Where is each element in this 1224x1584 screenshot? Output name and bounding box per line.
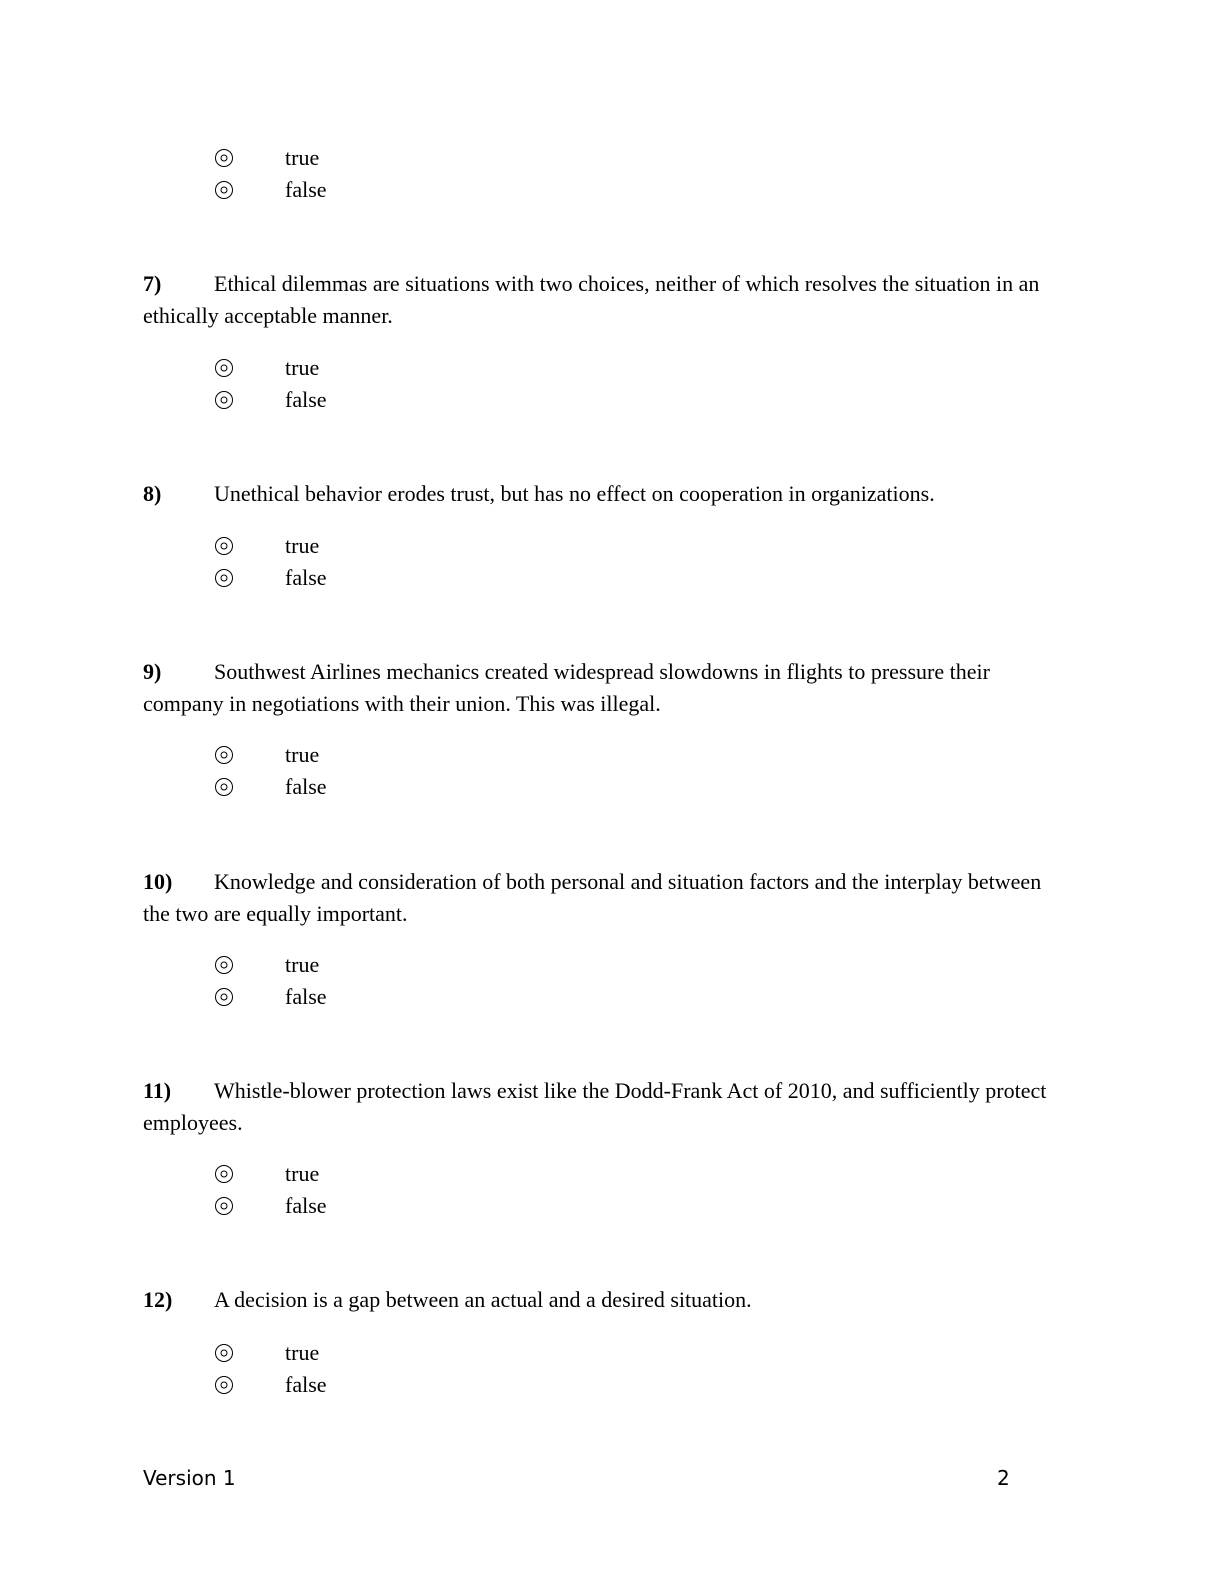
option-label: true (285, 533, 320, 558)
question-text: Unethical behavior erodes trust, but has no effect on cooperation in organizations. (214, 481, 935, 506)
question-text: Ethical dilemmas are situations with two choices, neither of which resolves the situation in an ethically acceptable manner. (143, 271, 1040, 328)
radio-icon[interactable] (215, 1165, 233, 1183)
options-group-7 (215, 352, 327, 416)
option-label: false (285, 565, 327, 590)
option-label: false (285, 387, 327, 412)
radio-icon[interactable] (215, 391, 233, 409)
option-label: false (285, 1372, 327, 1397)
question-number: 11) (143, 1078, 172, 1103)
radio-icon[interactable] (215, 149, 233, 167)
radio-icon[interactable] (215, 569, 233, 587)
option-true[interactable] (215, 1337, 327, 1369)
question-number: 7) (143, 271, 162, 296)
radio-icon[interactable] (215, 1197, 233, 1215)
radio-icon[interactable] (215, 359, 233, 377)
option-false[interactable] (215, 562, 327, 594)
option-label: true (285, 1340, 320, 1365)
option-label: false (285, 177, 327, 202)
option-false[interactable] (215, 1369, 327, 1401)
question-text: Whistle-blower protection laws exist like the Dodd-Frank Act of 2010, and sufficiently protect employees. (143, 1078, 1047, 1135)
radio-icon[interactable] (215, 1344, 233, 1362)
radio-icon[interactable] (215, 988, 233, 1006)
options-group-10 (215, 949, 327, 1013)
option-label: false (285, 984, 327, 1009)
question-text: Knowledge and consideration of both personal and situation factors and the interplay between the two are equally important. (143, 869, 1042, 926)
radio-icon[interactable] (215, 1376, 233, 1394)
radio-icon[interactable] (215, 956, 233, 974)
options-group-previous (215, 142, 327, 206)
radio-icon[interactable] (215, 537, 233, 555)
option-label: false (285, 774, 327, 799)
option-false[interactable] (215, 174, 327, 206)
options-group-11 (215, 1158, 327, 1222)
option-label: true (285, 952, 320, 977)
options-group-8 (215, 530, 327, 594)
question-11 (143, 1075, 1063, 1139)
option-label: false (285, 1193, 327, 1218)
question-number: 9) (143, 659, 162, 684)
radio-icon[interactable] (215, 746, 233, 764)
option-true[interactable] (215, 1158, 327, 1190)
option-label: true (285, 742, 320, 767)
footer-version: Version 1 (143, 1466, 236, 1490)
question-number: 8) (143, 481, 162, 506)
option-false[interactable] (215, 771, 327, 803)
question-10 (143, 866, 1063, 930)
option-false[interactable] (215, 384, 327, 416)
option-true[interactable] (215, 352, 327, 384)
question-8 (143, 478, 1063, 510)
option-label: true (285, 145, 320, 170)
option-label: true (285, 1161, 320, 1186)
option-true[interactable] (215, 739, 327, 771)
question-9 (143, 656, 1063, 720)
question-text: Southwest Airlines mechanics created widespread slowdowns in flights to pressure their company in negotiations with their union. This was illegal. (143, 659, 990, 716)
option-false[interactable] (215, 1190, 327, 1222)
option-true[interactable] (215, 949, 327, 981)
option-false[interactable] (215, 981, 327, 1013)
radio-icon[interactable] (215, 778, 233, 796)
radio-icon[interactable] (215, 181, 233, 199)
question-number: 12) (143, 1287, 173, 1312)
options-group-12 (215, 1337, 327, 1401)
question-number: 10) (143, 869, 173, 894)
question-text: A decision is a gap between an actual and a desired situation. (214, 1287, 752, 1312)
footer-page-number: 2 (997, 1466, 1010, 1490)
option-true[interactable] (215, 142, 327, 174)
options-group-9 (215, 739, 327, 803)
option-true[interactable] (215, 530, 327, 562)
question-7 (143, 268, 1063, 332)
question-12 (143, 1284, 1063, 1316)
option-label: true (285, 355, 320, 380)
